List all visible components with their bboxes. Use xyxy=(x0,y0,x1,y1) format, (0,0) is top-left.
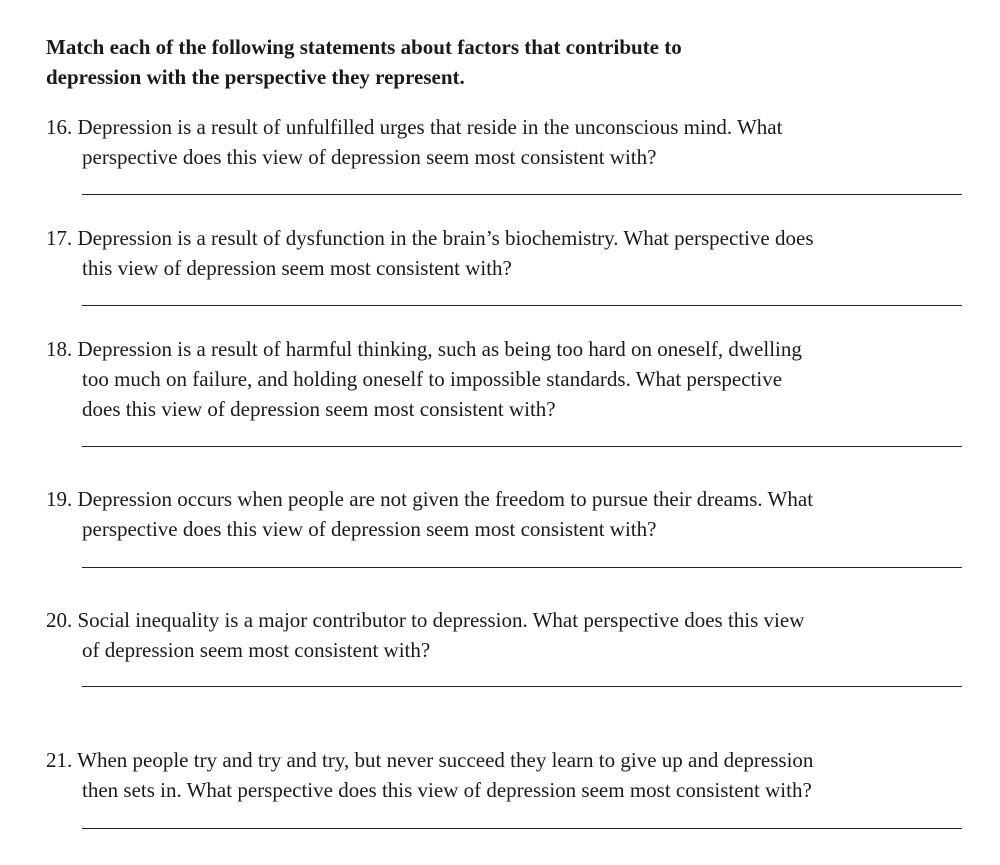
question-21-number: 21. xyxy=(46,748,73,772)
instructions-line-2: depression with the perspective they represent. xyxy=(46,65,465,89)
question-17 xyxy=(46,223,986,283)
question-18 xyxy=(46,334,986,424)
question-20 xyxy=(46,605,986,665)
question-18-line-2: too much on failure, and holding oneself to impossible standards. What perspective xyxy=(82,367,783,391)
question-20-number: 20. xyxy=(46,608,73,632)
question-16-line-1: 16. Depression is a result of unfulfilled urges that reside in the unconscious mind. What xyxy=(46,115,783,139)
question-19-number: 19. xyxy=(46,487,73,511)
question-18-line-1: 18. Depression is a result of harmful thinking, such as being too hard on oneself, dwelling xyxy=(46,337,802,361)
question-16-line-2: perspective does this view of depression seem most consistent with? xyxy=(82,145,657,169)
question-19 xyxy=(46,484,986,544)
question-18-number: 18. xyxy=(46,337,73,361)
question-17-line-1: 17. Depression is a result of dysfunction in the brain’s biochemistry. What perspective does xyxy=(46,226,814,250)
question-16 xyxy=(46,112,986,172)
question-20-answer-line[interactable] xyxy=(82,686,962,687)
question-20-line-1: 20. Social inequality is a major contributor to depression. What perspective does this view xyxy=(46,608,805,632)
question-21 xyxy=(46,745,986,805)
instructions-heading xyxy=(46,32,946,92)
question-16-answer-line[interactable] xyxy=(82,194,962,195)
question-20-line-2: of depression seem most consistent with? xyxy=(82,638,431,662)
question-17-line-2: this view of depression seem most consistent with? xyxy=(82,256,512,280)
instructions-line-1: Match each of the following statements about factors that contribute to xyxy=(46,35,682,59)
question-16-number: 16. xyxy=(46,115,73,139)
question-19-line-1: 19. Depression occurs when people are not given the freedom to pursue their dreams. What xyxy=(46,487,814,511)
question-18-line-3: does this view of depression seem most consistent with? xyxy=(82,397,556,421)
question-18-answer-line[interactable] xyxy=(82,446,962,447)
question-21-line-2: then sets in. What perspective does this view of depression seem most consistent with? xyxy=(82,778,812,802)
question-19-answer-line[interactable] xyxy=(82,567,962,568)
question-17-number: 17. xyxy=(46,226,78,250)
question-21-line-1: 21. When people try and try and try, but never succeed they learn to give up and depression xyxy=(46,748,814,772)
question-17-answer-line[interactable] xyxy=(82,305,962,306)
question-19-line-2: perspective does this view of depression seem most consistent with? xyxy=(82,517,657,541)
question-21-answer-line[interactable] xyxy=(82,828,962,829)
